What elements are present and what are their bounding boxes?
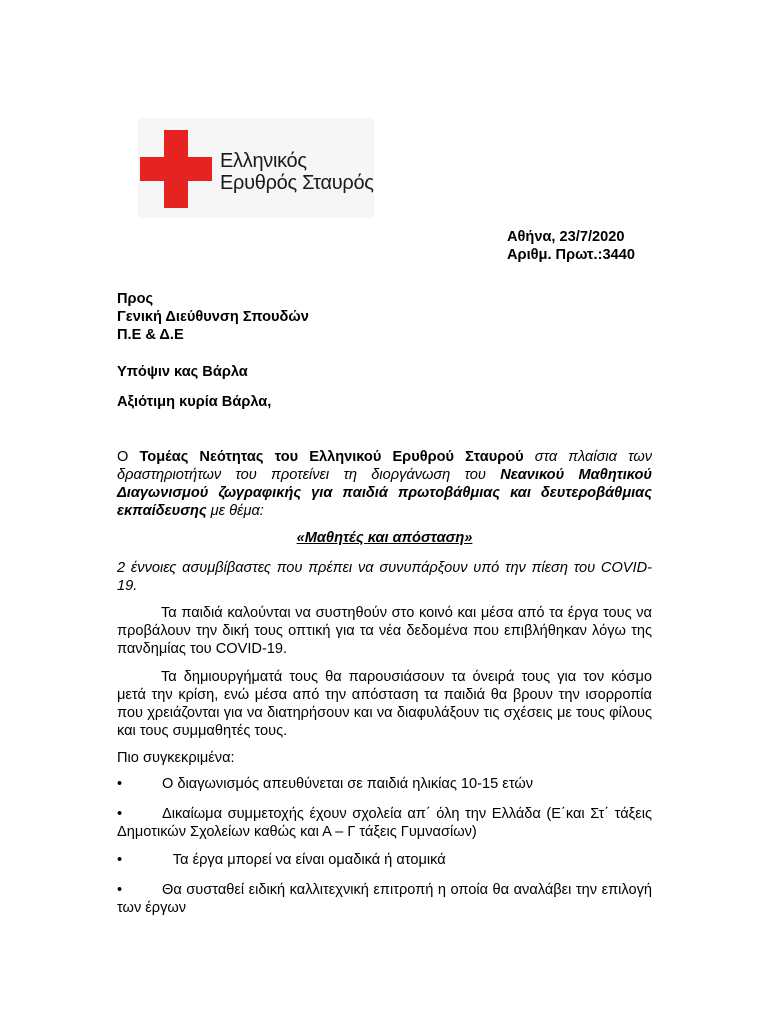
recipient-to: Προς <box>117 291 154 307</box>
body-lead: Πιο συγκεκριμένα: <box>117 750 235 766</box>
list-item-text: Ο διαγωνισμός απευθύνεται σε παιδιά ηλικίας 10-15 ετών <box>162 776 534 792</box>
red-cross-icon <box>140 130 212 208</box>
recipient-block <box>117 291 652 345</box>
salutation: Αξιότιμη κυρία Βάρλα, <box>117 394 272 410</box>
bullet-icon: • <box>117 806 123 822</box>
intro-paragraph <box>117 448 652 520</box>
attention-line: Υπόψιν κας Βάρλα <box>117 364 248 380</box>
list-item-text: Δικαίωμα συμμετοχής έχουν σχολεία απ΄ όλη την Ελλάδα (Ε΄και Στ΄ τάξεις Δημοτικών Σχολείων καθώς και Α – Γ τάξεις Γυμνασίων) <box>117 806 652 840</box>
bullet-icon: • <box>117 882 123 898</box>
intro-contest-name: Νεανικού Μαθητικού Διαγωνισμού ζωγραφικής για παιδιά πρωτοβάθμιας και δευτεροβάθμιας εκπαίδευσης <box>117 467 652 519</box>
logo-line-2: Ερυθρός Σταυρός <box>220 172 374 194</box>
recipient-line-2: Π.Ε & Δ.Ε <box>117 327 184 343</box>
recipient-line-1: Γενική Διεύθυνση Σπουδών <box>117 309 309 325</box>
body-paragraph-1: Τα παιδιά καλούνται να συστηθούν στο κοινό και μέσα από τα έργα τους να προβάλουν την δική τους οπτική για τα νέα δεδομένα που επιβλήθηκαν λόγω της πανδημίας του COVID-19. <box>117 605 652 657</box>
list-item <box>117 805 652 841</box>
letter-date: Αθήνα, 23/7/2020 <box>507 229 625 245</box>
logo-line-1: Ελληνικός <box>220 150 307 172</box>
protocol-number: Αριθμ. Πρωτ.:3440 <box>507 247 635 263</box>
list-item-text: Θα συσταθεί ειδική καλλιτεχνική επιτροπή η οποία θα αναλάβει την επιλογή των έργων <box>117 882 652 916</box>
intro-sector-name: Τομέας Νεότητας του Ελληνικού Ερυθρού Σταυρού <box>139 449 524 465</box>
red-cross-logo <box>138 118 374 218</box>
list-item <box>117 852 652 869</box>
intro-text-1: Ο <box>117 449 140 465</box>
date-protocol-block <box>507 229 635 265</box>
intro-text-2: στα πλαίσια των δραστηριοτήτων του προτείνει τη διοργάνωση του <box>117 449 652 483</box>
bullet-icon: • <box>117 776 123 792</box>
logo-wordmark <box>220 150 374 194</box>
list-item <box>117 881 652 917</box>
list-item-text: Τα έργα μπορεί να είναι ομαδικά ή ατομικά <box>169 852 446 868</box>
theme-subtitle: 2 έννοιες ασυμβίβαστες που πρέπει να συνυπάρξουν υπό την πίεση του COVID-19. <box>117 560 652 594</box>
body-paragraph-2: Τα δημιουργήματά τους θα παρουσιάσουν τα όνειρά τους για τον κόσμο μετά την κρίση, ενώ μέσα από την απόσταση τα παιδιά θα βρουν την ισορροπία που χρειάζονται για να διατηρήσουν και να διαφυλάξουν τις σχέσεις με τους φίλους και τους συμμαθητές τους. <box>117 669 652 739</box>
intro-text-3: με θέμα: <box>206 503 264 519</box>
bullet-icon: • <box>117 852 123 868</box>
theme-title: «Μαθητές και απόσταση» <box>296 530 473 546</box>
list-item <box>117 776 652 793</box>
